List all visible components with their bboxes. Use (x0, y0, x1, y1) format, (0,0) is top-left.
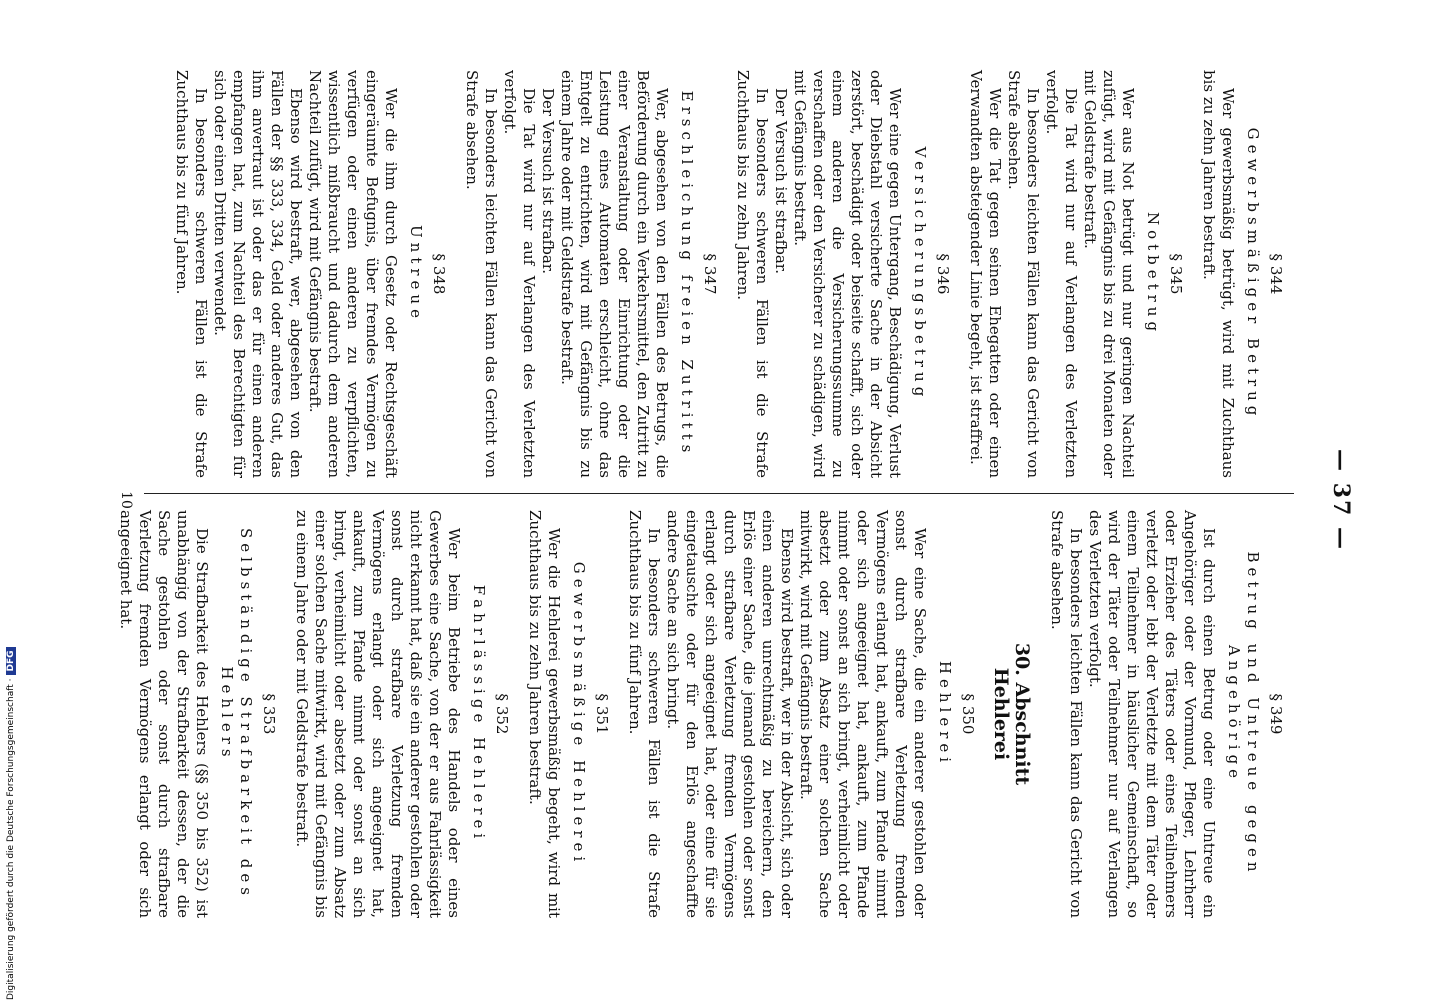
section-number: § 348 (430, 253, 448, 295)
paragraph: In besonders schweren Fällen ist die Strafe Zuchthaus bis zu zehn Jahren. (734, 70, 771, 478)
paragraph: Wer die ihm durch Gesetz oder Rechtsgeschäft eingeräumte Befugnis, über fremdes Vermögen zu verfügen oder einen anderen zu verpflichten, wissentlich mißbraucht und dadurch dem anderen Nachteil zufügt, wird mit Gefängnis bestraft. (306, 70, 400, 478)
section-title: Fahrlässige Hehlerei (470, 584, 488, 844)
section-number: § 351 (593, 693, 611, 735)
paragraph: Wer eine gegen Untergang, Beschädigung, Verlust oder Diebstahl versicherte Sache in der Absicht zerstört, beschädigt oder beiseite schafft, sich oder einem anderen die Versicherungssumme zu verschaffen oder den Versicherer zu schädigen, wird mit Gefängnis bestraft. (791, 70, 904, 478)
paragraph: Wer die Tat gegen seinen Ehegatten oder einen Verwandten absteigender Linie begeht, ist straffrei. (967, 70, 1004, 478)
section-number: § 350 (959, 693, 977, 735)
section-title: Gewerbsmäßiger Betrug (1244, 127, 1262, 421)
paragraph: Ebenso wird bestraft, wer in der Absicht, sich oder einen anderen unrechtmäßig zu bereichern, den Erlös einer Sache, die jemand gestohlen oder sonst durch strafbare Verletzung fremden Vermögens erlangt oder sich angeeignet hat, oder eine für sie eingetauschte oder für den Erlös angeschaffte andere Sache an sich bringt. (664, 510, 796, 918)
paragraph: Die Strafbarkeit des Hehlers (§§ 350 bis 352) ist unabhängig von der Strafbarkeit dessen, der die Sache gestohlen oder sonst durch strafbare Verletzung fremden Vermögens erlangt oder sich angeeignet hat. (117, 510, 211, 918)
paragraph: Wer die Hehlerei gewerbsmäßig begeht, wird mit Zuchthaus bis zu zehn Jahren bestraft. (526, 510, 563, 918)
page-number: — 37 — (1328, 449, 1354, 551)
paragraph: Wer beim Betriebe des Handels oder eines Gewerbes eine Sache, von der er aus Fahrlässigkeit nicht erkannt hat, daß sie ein anderer gestohlen oder sonst durch strafbare Verletzung fremden Vermögens erlangt oder sich angeeignet hat, ankauft, zum Pfande nimmt oder sonst an sich bringt, verheimlicht oder absetzt oder zum Absatz einer solchen Sache mitwirkt, wird mit Gefängnis bis zu einem Jahre oder mit Geldstrafe bestraft. (293, 510, 463, 919)
paragraph: Wer gewerbsmäßig betrügt, wird mit Zuchthaus bis zu zehn Jahren bestraft. (1200, 70, 1237, 478)
paragraph: In besonders leichten Fällen kann das Gericht von Strafe absehen. (463, 70, 500, 478)
paragraph: Die Tat wird nur auf Verlangen des Verletzten verfolgt. (1043, 70, 1080, 478)
paragraph: Ebenso wird bestraft, wer, abgesehen von den Fällen der §§ 333, 334, Geld oder anderes Gut, das ihm anvertraut ist oder das er für einen anderen empfangen hat, zum Nachteil des Berechtigten für sich oder einen Dritten verwendet. (211, 70, 305, 478)
section-title: Hehlerei (936, 660, 954, 768)
section-title: Erschleichung freien Zutritts (678, 90, 696, 458)
section-title: Betrug und Untreue gegen Angehörige (1225, 551, 1262, 877)
section-number: § 344 (1267, 253, 1285, 295)
paragraph: Wer eine Sache, die ein anderer gestohlen oder sonst durch strafbare Verletzung fremden Vermögens erlangt hat, ankauft, zum Pfande nimmt oder sich angeeignet hat, ankauft, zum Pfande nimmt oder sonst an sich bringt, verheimlicht oder absetzt oder zum Absatz einer solchen Sache mitwirkt, wird mit Gefängnis bestraft. (797, 510, 929, 918)
section-title: Gewerbsmäßige Hehlerei (570, 561, 588, 867)
section-title: Notbetrug (1144, 211, 1162, 337)
paragraph: In besonders schweren Fällen ist die Strafe Zuchthaus bis zu fünf Jahren. (626, 510, 663, 918)
section-title: Untreue (407, 225, 425, 323)
dfg-logo-icon: DFG (6, 648, 16, 675)
paragraph: Ist durch einen Betrug oder eine Untreue ein Angehöriger oder der Vormund, Pfleger, Lehrherr oder Erzieher des Täters oder eines Teilnehmers verletzt oder lebt der Verletzte mit dem Täter oder einem Teilnehmer in häuslicher Gemeinschaft, so wird der Täter oder Teilnehmer nur auf Verlangen des Verletzten verfolgt. (1086, 510, 1218, 918)
right-column (116, 510, 1299, 918)
paragraph: Der Versuch ist strafbar. (772, 88, 790, 275)
section-number: § 349 (1267, 693, 1285, 735)
paragraph: Wer, abgesehen von den Fällen des Betrugs, die Beförderung durch ein Verkehrsmittel, den Zutritt zu einer Veranstaltung oder Einrichtung oder die Leistung eines Automaten erschleicht, ohne das Entgelt zu entrichten, wird mit Gefängnis bis zu einem Jahre oder mit Geldstrafe bestraft. (558, 70, 671, 478)
section-title: Selbständige Strafbarkeit des Hehlers (218, 528, 255, 900)
paragraph: In besonders leichten Fällen kann das Gericht von Strafe absehen. (1005, 70, 1042, 478)
section-number: § 346 (934, 253, 952, 295)
paragraph: Die Tat wird nur auf Verlangen des Verletzten verfolgt. (501, 70, 538, 478)
chapter-title: Hehlerei (990, 667, 1012, 761)
section-number: § 347 (701, 253, 719, 295)
left-column (172, 70, 1299, 478)
credit-text: Digitalisierung gefördert durch die Deutsche Forschungsgemeinschaft · (6, 678, 16, 1000)
section-number: § 353 (260, 693, 278, 735)
column-divider (144, 493, 1294, 494)
section-title: Versicherungsbetrug (911, 146, 929, 402)
section-number: § 352 (493, 693, 511, 735)
chapter-number: 30. Abschnitt (1011, 642, 1033, 786)
paragraph: In besonders schweren Fällen ist die Strafe Zuchthaus bis zu fünf Jahren. (173, 70, 210, 478)
paragraph: Der Versuch ist strafbar. (539, 88, 557, 275)
paragraph: In besonders leichten Fällen kann das Gericht von Strafe absehen. (1048, 510, 1085, 918)
section-number: § 345 (1167, 253, 1185, 295)
paragraph: Wer aus Not betrügt und nur geringen Nachteil zufügt, wird mit Gefängnis bis zu drei Monaten oder mit Geldstrafe bestraft. (1081, 70, 1137, 478)
signature-mark: 10 (118, 491, 134, 509)
digitization-credit (6, 440, 20, 1000)
